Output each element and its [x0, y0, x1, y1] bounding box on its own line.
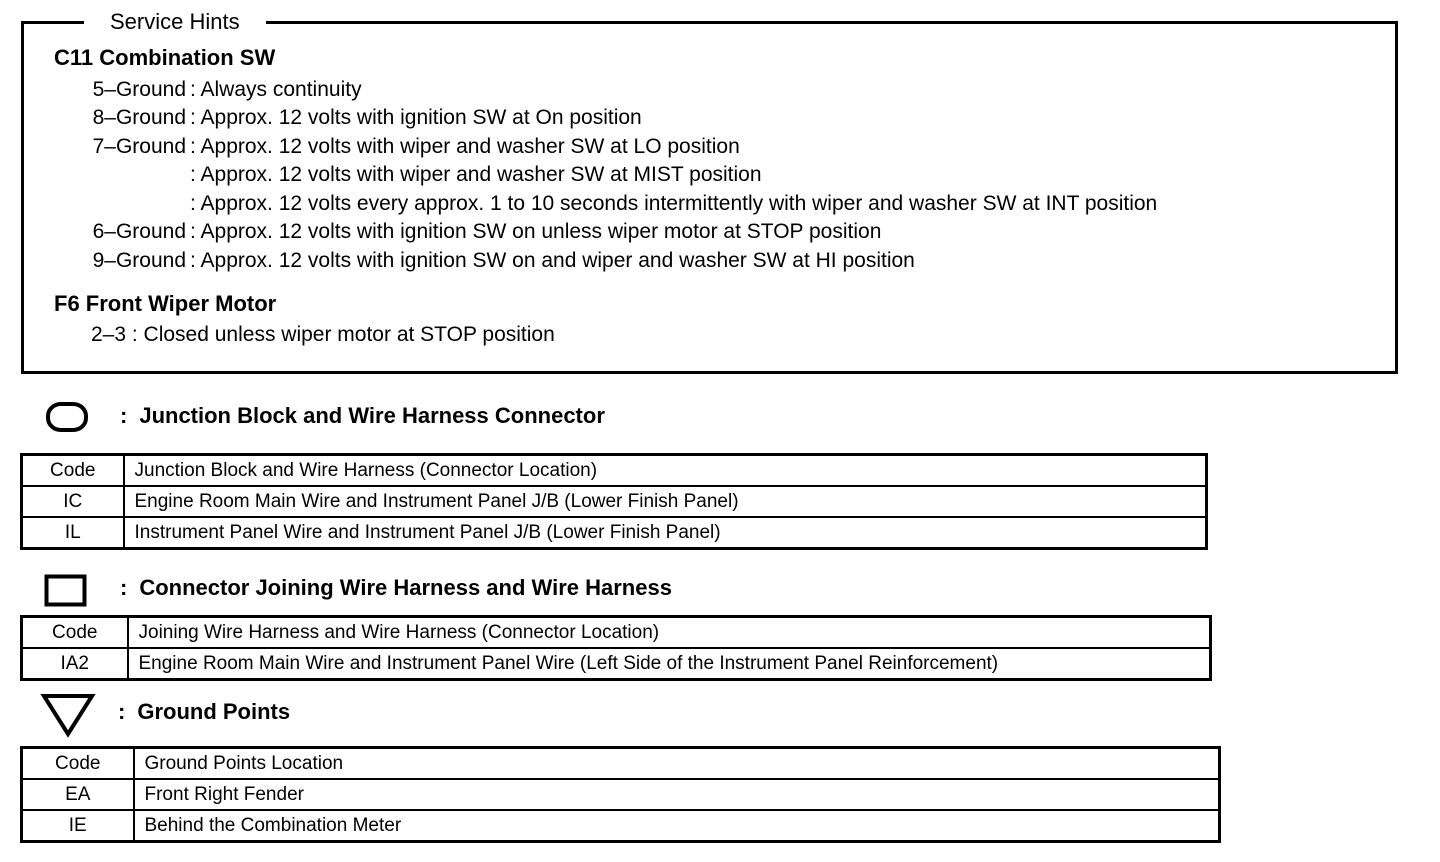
hint-desc: : Approx. 12 volts with wiper and washer SW at MIST position: [190, 163, 762, 186]
header-desc: Ground Points Location: [134, 748, 1220, 780]
row-desc: Behind the Combination Meter: [134, 810, 1220, 842]
table-row: [22, 810, 1220, 842]
hint-pin: 8–Ground: [92, 106, 186, 129]
ground-points-symbol: [40, 692, 96, 738]
row-code: IA2: [22, 648, 128, 680]
ground-points-table: [20, 746, 1221, 843]
row-code: EA: [22, 779, 134, 810]
connector-joining-symbol: [44, 574, 88, 608]
header-desc: Junction Block and Wire Harness (Connector Location): [124, 455, 1207, 487]
table-row: [22, 517, 1207, 549]
hint-desc: : Approx. 12 volts with wiper and washer SW at LO position: [190, 135, 740, 158]
rounded-rectangle-icon: [45, 401, 89, 433]
row-desc: Engine Room Main Wire and Instrument Panel J/B (Lower Finish Panel): [124, 486, 1207, 517]
hint-desc: 2–3 : Closed unless wiper motor at STOP position: [91, 323, 555, 346]
hint-desc: : Approx. 12 volts with ignition SW on unless wiper motor at STOP position: [190, 220, 882, 243]
connector-joining-heading-row: [120, 574, 672, 602]
header-code: Code: [22, 455, 124, 487]
row-code: IL: [22, 517, 124, 549]
legend-colon: :: [120, 403, 128, 428]
junction-block-table: [20, 453, 1208, 550]
hint-desc: : Approx. 12 volts every approx. 1 to 10 seconds intermittently with wiper and washer SW at INT position: [190, 192, 1158, 215]
row-code: IE: [22, 810, 134, 842]
legend-colon: :: [118, 699, 126, 724]
row-code: IC: [22, 486, 124, 517]
table-row: [22, 648, 1211, 680]
connector-joining-table: [20, 615, 1212, 681]
hint-desc: : Approx. 12 volts with ignition SW at On position: [190, 106, 642, 129]
down-triangle-icon: [40, 692, 96, 738]
row-desc: Instrument Panel Wire and Instrument Panel J/B (Lower Finish Panel): [124, 517, 1207, 549]
junction-block-symbol: [45, 401, 89, 433]
table-header-row: [22, 455, 1207, 487]
hint-pin: 7–Ground: [92, 135, 186, 158]
table-header-row: [22, 748, 1220, 780]
hint-line: [91, 322, 555, 348]
ground-points-heading-row: [118, 698, 290, 726]
legend-colon: :: [120, 575, 128, 600]
service-hints-box: [21, 9, 1398, 374]
ground-points-heading: Ground Points: [137, 699, 291, 724]
service-hints-title: Service Hints: [84, 8, 266, 36]
section-title-f6: F6 Front Wiper Motor: [54, 291, 277, 316]
header-desc: Joining Wire Harness and Wire Harness (Connector Location): [128, 617, 1211, 649]
header-code: Code: [22, 617, 128, 649]
table-header-row: [22, 617, 1211, 649]
table-row: [22, 486, 1207, 517]
row-desc: Engine Room Main Wire and Instrument Panel Wire (Left Side of the Instrument Panel Reinforcement): [128, 648, 1211, 680]
header-code: Code: [22, 748, 134, 780]
junction-block-heading-row: [120, 402, 605, 430]
square-icon: [44, 574, 88, 608]
table-row: [22, 779, 1220, 810]
hint-desc: : Approx. 12 volts with ignition SW on and wiper and washer SW at HI position: [190, 249, 915, 272]
hint-pin: 5–Ground: [92, 78, 186, 101]
section-title-c11: C11 Combination SW: [54, 45, 276, 70]
hint-pin: 9–Ground: [92, 249, 186, 272]
hint-pin: 6–Ground: [92, 220, 186, 243]
hint-desc: : Always continuity: [190, 78, 362, 101]
connector-joining-heading: Connector Joining Wire Harness and Wire Harness: [139, 575, 672, 600]
row-desc: Front Right Fender: [134, 779, 1220, 810]
junction-block-heading: Junction Block and Wire Harness Connector: [139, 403, 605, 428]
